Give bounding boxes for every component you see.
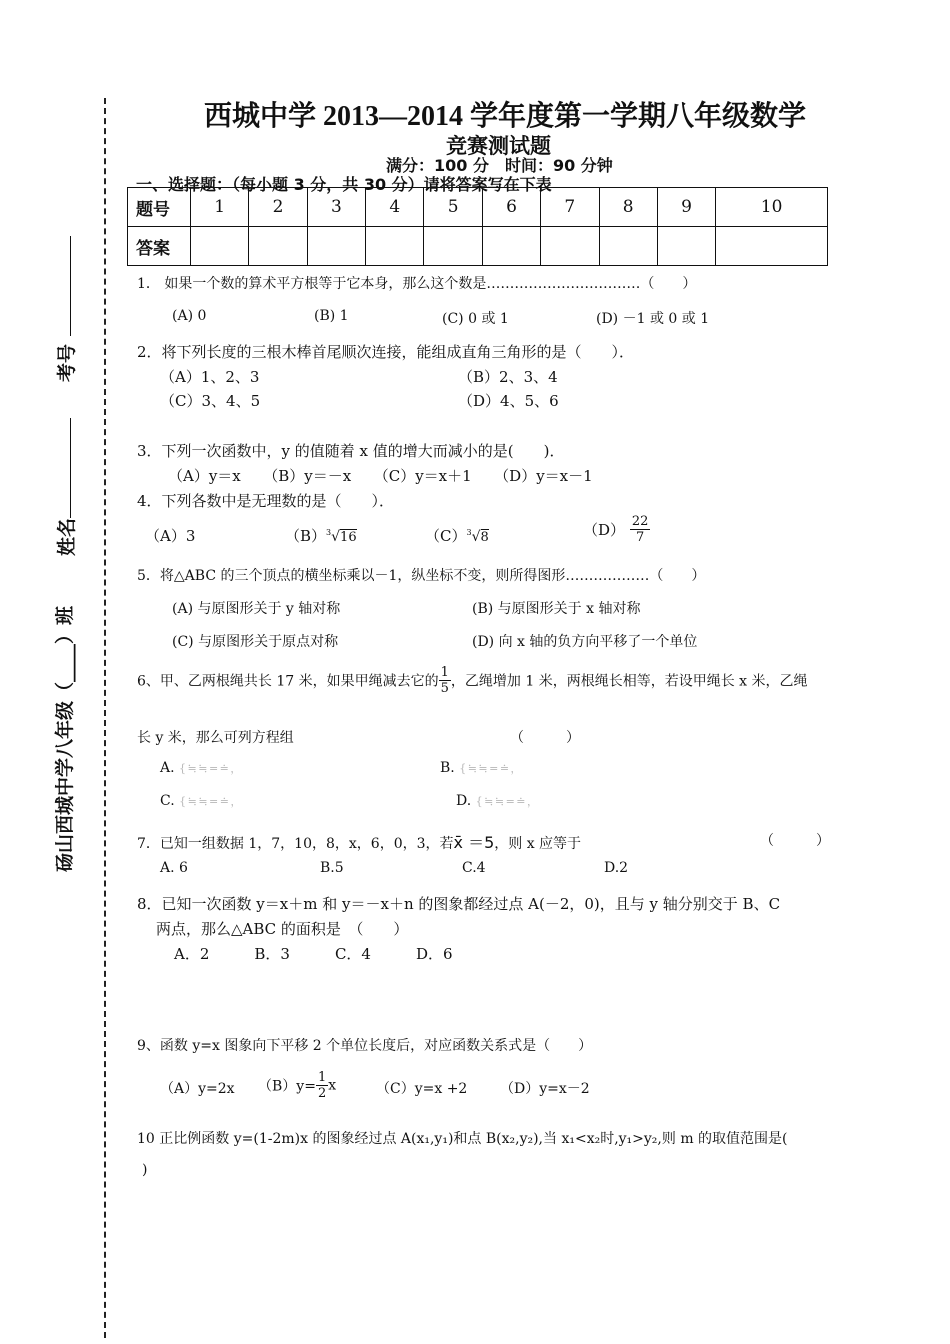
page-title: 西城中学 2013—2014 学年度第一学期八年级数学 — [204, 101, 807, 132]
q4-option-c-label: （C） — [425, 527, 467, 545]
q1-option-a: (A) 0 — [172, 308, 207, 324]
table-cell: 9 — [657, 188, 715, 227]
q7-option-c: C.4 — [462, 860, 486, 876]
answer-cell[interactable] — [366, 227, 424, 266]
answer-cell[interactable] — [541, 227, 599, 266]
answer-cell[interactable] — [307, 227, 365, 266]
q6-option-b-label: B. — [440, 760, 455, 776]
xingming-fill-line — [70, 418, 71, 518]
q4-stem: 4．下列各数中是无理数的是（ ）． — [137, 492, 395, 510]
q9-option-b-post: x — [328, 1077, 337, 1094]
q10-stem-line2: ) — [142, 1162, 148, 1178]
mean-expression: x̄ ＝5 — [453, 833, 495, 852]
q6-option-b — [440, 760, 579, 776]
answer-cell[interactable] — [657, 227, 715, 266]
page-subtitle: 竞赛测试题 — [446, 134, 551, 158]
binding-dashed-line — [104, 98, 106, 1338]
answer-table — [127, 187, 828, 266]
q2-option-d: （D）4、5、6 — [458, 392, 559, 410]
q10-stem: 10 正比例函数 y=(1-2m)x 的图象经过点 A(x₁,y₁)和点 B(x₂,y₂),当 x₁<x₂时,y₁>y₂,则 m 的取值范围是( — [137, 1131, 788, 1147]
q7-stem — [137, 830, 581, 853]
q6-stem-pre: 6、甲、乙两根绳共长 17 米，如果甲绳减去它的 — [137, 673, 439, 690]
table-answer-label: 答案 — [128, 227, 191, 266]
answer-cell[interactable] — [249, 227, 307, 266]
score-time: 满分：100 分 时间：90 分钟 — [386, 156, 613, 175]
q6-stem-post: ，乙绳增加 1 米，两根绳长相等，若设甲绳长 x 米，乙绳 — [450, 673, 808, 690]
table-cell: 1 — [191, 188, 249, 227]
table-row — [128, 227, 828, 266]
q2-option-a: （A）1、2、3 — [160, 368, 260, 386]
q4-option-d — [583, 514, 650, 545]
answer-cell[interactable] — [482, 227, 540, 266]
q6-stem-line2: 长 y 米，那么可列方程组 — [137, 730, 294, 746]
side-label-xingming: 姓名 — [56, 517, 78, 556]
radicand: 16 — [340, 530, 357, 545]
q4-option-a: （A）3 — [145, 527, 196, 545]
section-heading: 一、选择题：（每小题 3 分，共 30 分）请将答案写在下表 — [136, 175, 552, 194]
q9-option-d: （D）y=x－2 — [500, 1081, 590, 1097]
q2-option-c: （C）3、4、5 — [160, 392, 261, 410]
fraction: $\frac{22}{7}$ — [631, 514, 649, 545]
q7-option-d: D.2 — [604, 860, 629, 876]
table-cell: 3 — [307, 188, 365, 227]
q4-option-c: $(C)^3√8$ — [425, 527, 489, 545]
q7-option-a: A. 6 — [160, 860, 188, 876]
q9-stem: 9、函数 y=x 图象向下平移 2 个单位长度后，对应函数关系式是（ ） — [137, 1038, 593, 1054]
kaohao-fill-line — [70, 236, 71, 336]
q8-stem-line2: 两点，那么△ABC 的面积是 （ ） — [156, 920, 409, 938]
q9-option-c: （C）y=x +2 — [376, 1081, 468, 1097]
equation-system-image: { ≒ ≒ = ≐ ， — [475, 795, 537, 808]
q5-option-b: (B) 与原图形关于 x 轴对称 — [472, 601, 641, 617]
fraction: $\frac{1}{5}$ — [440, 665, 449, 696]
table-cell: 7 — [541, 188, 599, 227]
table-cell: 10 — [716, 188, 828, 227]
q6-option-d — [456, 793, 596, 809]
q6-option-c — [160, 793, 299, 809]
q6-stem — [137, 665, 808, 696]
q6-option-a-label: A. — [160, 760, 175, 776]
q9-option-b — [258, 1070, 336, 1101]
q2-option-b: （B）2、3、4 — [458, 368, 558, 386]
side-label-class: 砀山西城中学八年级（____）班 — [54, 605, 76, 872]
q1-stem: 1． 如果一个数的算术平方根等于它本身，那么这个数是……………………………（ ） — [137, 276, 697, 292]
q6-option-a — [160, 760, 299, 776]
equation-system-image: { ≒ ≒ = ≐ ， — [179, 795, 241, 808]
q8-stem: 8．已知一次函数 y＝x＋m 和 y＝－x＋n 的图象都经过点 A(－2，0)，且与 y 轴分别交于 B、C — [137, 895, 781, 913]
q5-option-c: (C) 与原图形关于原点对称 — [172, 634, 339, 650]
q1-option-d: (D) －1 或 0 或 1 — [596, 311, 710, 327]
q6-option-d-label: D. — [456, 793, 472, 809]
answer-cell[interactable] — [191, 227, 249, 266]
q5-option-d: (D) 向 x 轴的负方向平移了一个单位 — [472, 634, 698, 650]
table-cell: 4 — [366, 188, 424, 227]
table-cell: 6 — [482, 188, 540, 227]
q2-stem: 2．将下列长度的三根木棒首尾顺次连接，能组成直角三角形的是（ ）． — [137, 343, 635, 361]
q8-options: A．2 B．3 C．4 D．6 — [174, 945, 453, 963]
q6-option-c-label: C. — [160, 793, 175, 809]
answer-cell[interactable] — [599, 227, 657, 266]
radicand: 8 — [480, 530, 489, 545]
table-row — [128, 188, 828, 227]
q7-option-b: B.5 — [320, 860, 344, 876]
table-cell: 8 — [599, 188, 657, 227]
q9-option-b-label: （B）y= — [258, 1078, 316, 1095]
q4-option-d-label: （D） — [583, 521, 626, 539]
answer-cell[interactable] — [716, 227, 828, 266]
equation-system-image: { ≒ ≒ = ≐ ， — [459, 762, 521, 775]
q6-answer-paren: （ ） — [510, 730, 580, 746]
answer-cell[interactable] — [424, 227, 482, 266]
q7-stem-pre: 7．已知一组数据 1，7，10，8，x，6，0，3，若 — [137, 836, 454, 852]
q1-option-c: (C) 0 或 1 — [442, 311, 509, 327]
q1-option-b: (B) 1 — [314, 308, 349, 324]
q5-stem: 5．将△ABC 的三个顶点的横坐标乘以－1，纵坐标不变，则所得图形………………（ ） — [137, 568, 706, 584]
q4-option-b-label: （B） — [285, 527, 327, 545]
q7-stem-post: ，则 x 应等于 — [494, 836, 582, 852]
table-cell: 5 — [424, 188, 482, 227]
side-label-kaohao: 考号 — [56, 343, 78, 382]
table-cell: 2 — [249, 188, 307, 227]
q5-option-a: (A) 与原图形关于 y 轴对称 — [172, 601, 341, 617]
cube-root-index: 3 — [466, 528, 472, 537]
q9-option-a: （A）y=2x — [160, 1081, 235, 1097]
q3-stem: 3．下列一次函数中，y 的值随着 x 值的增大而减小的是( )． — [137, 442, 565, 460]
q7-answer-paren: （ ） — [760, 833, 830, 849]
fraction: $\frac{1}{2}$ — [317, 1070, 327, 1101]
cube-root-index: 3 — [326, 528, 332, 537]
q3-options: （A）y＝x （B）y＝－x （C）y＝x＋1 （D）y＝x－1 — [168, 467, 593, 485]
table-header-label: 题号 — [128, 188, 191, 227]
equation-system-image: { ≒ ≒ = ≐ ， — [179, 762, 241, 775]
q4-option-b: $(B)^3√16$ — [285, 527, 357, 545]
